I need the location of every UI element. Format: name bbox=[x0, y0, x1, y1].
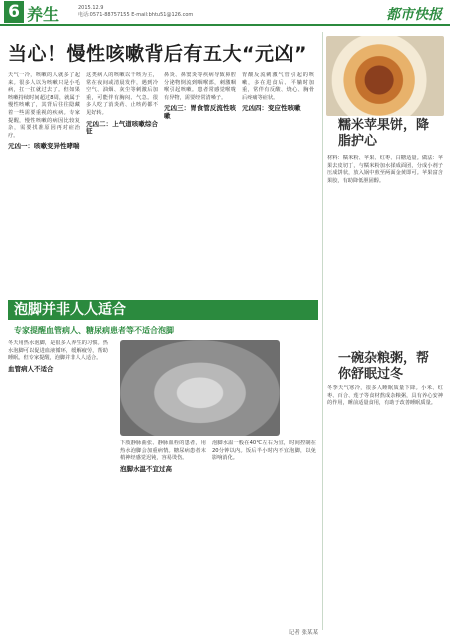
sidebar-title-1: 糯米苹果饼，降脂护心 bbox=[338, 118, 430, 149]
sidebar-title-2: 一碗杂粮粥，帮你舒眠过冬 bbox=[338, 351, 430, 382]
newspaper-brand: 都市快报 bbox=[386, 7, 442, 23]
column-text: 鼻炎、鼻窦炎等疾病导致鼻腔分泌物倒流到咽喉部，刺激咽喉引起咳嗽。患者常感觉喉咙有异物，需要经常清嗓子。 bbox=[164, 72, 236, 101]
subheading: 元凶三：胃食管反流性咳嗽 bbox=[164, 104, 236, 120]
subheading: 元凶二：上气道咳嗽综合征 bbox=[86, 119, 158, 136]
column-text: 冬天用热水泡脚，是很多人养生的习惯。热水泡脚可以促进血液循环，缓解疲劳，帮助睡眠。但专家提醒，泡脚并非人人适合。 bbox=[8, 340, 108, 362]
date-line: 2015.12.9 bbox=[78, 5, 104, 11]
column-text: 泡脚水温一般在40℃左右为宜，时间控制在20分钟以内。饭后半小时内不宜泡脚，以免影响消化。 bbox=[212, 440, 316, 462]
bottom-column-2 bbox=[120, 440, 206, 630]
foot-soak-photo bbox=[120, 340, 280, 436]
column-text: 天气一冷，咳嗽的人就多了起来。很多人以为咳嗽只是小毛病，扛一扛就过去了。但如果咳嗽持续时间超过8周，就属于慢性咳嗽了，其背后往往隐藏着一些需要重视的疾病。专家提醒，慢性咳嗽的病因比较复杂，需要找准原因再对症治疗。 bbox=[8, 72, 80, 139]
author-credit: 记者 张某某 bbox=[288, 630, 318, 636]
column-text: 这类病人的咳嗽以干咳为主，常在夜间或清晨发作，遇到冷空气、油烟、灰尘等刺激后加重，可能伴有胸闷、气急。很多人吃了消炎药、止咳药都不见好转。 bbox=[86, 72, 158, 116]
subheading: 血管病人不适合 bbox=[8, 364, 54, 373]
bottom-column-3 bbox=[212, 440, 316, 630]
article-column-1 bbox=[8, 72, 80, 290]
page-number: 6 bbox=[4, 1, 24, 23]
column-text: 下肢静脉曲张、静脉血栓的患者，用热水泡脚会加重病情。糖尿病患者末梢神经感觉迟钝，容易烫伤。 bbox=[120, 440, 206, 462]
contact-line: 电话:0571-88757155 E-mail:bhtu51@126.com bbox=[78, 12, 194, 18]
bottom-headline: 泡脚并非人人适合 bbox=[8, 300, 318, 320]
section-title: 养生 bbox=[27, 5, 60, 24]
article-column-4 bbox=[242, 72, 314, 290]
main-headline: 当心！慢性咳嗽背后有五大“元凶” bbox=[8, 43, 307, 65]
column-text: 胃酸反流刺激气管引起的咳嗽，多在进食后、平躺时加重，常伴有反酸、烧心、胸骨后疼痛等症状。 bbox=[242, 72, 314, 101]
article-column-2 bbox=[86, 72, 158, 290]
subheading: 元凶四：变应性咳嗽 bbox=[242, 104, 301, 113]
subheading: 泡脚水温不宜过高 bbox=[120, 464, 172, 473]
apple-cake-photo bbox=[326, 36, 444, 116]
sidebar-body-1: 材料：糯米粉、苹果、红枣、白糖适量。做法：苹果去皮切丁，与糯米粉加水揉成面团，分成小剂子压成饼状，放入锅中煎至两面金黄即可。苹果富含果胶，有助降低胆固醇。 bbox=[327, 155, 443, 184]
article-column-3 bbox=[164, 72, 236, 290]
subheading: 元凶一：咳嗽变异性哮喘 bbox=[8, 142, 80, 151]
page-header bbox=[0, 0, 450, 26]
header-meta bbox=[78, 5, 193, 19]
bottom-subheadline: 专家提醒血管病人、糖尿病患者等不适合泡脚 bbox=[14, 326, 174, 335]
bottom-column-1 bbox=[8, 340, 108, 630]
sidebar-body-2: 冬季天气寒冷，很多人睡眠质量下降。小米、红枣、百合、莲子等食材熬成杂粮粥，具有养心安神的作用，睡前适量食用，有助于改善睡眠质量。 bbox=[327, 385, 443, 407]
